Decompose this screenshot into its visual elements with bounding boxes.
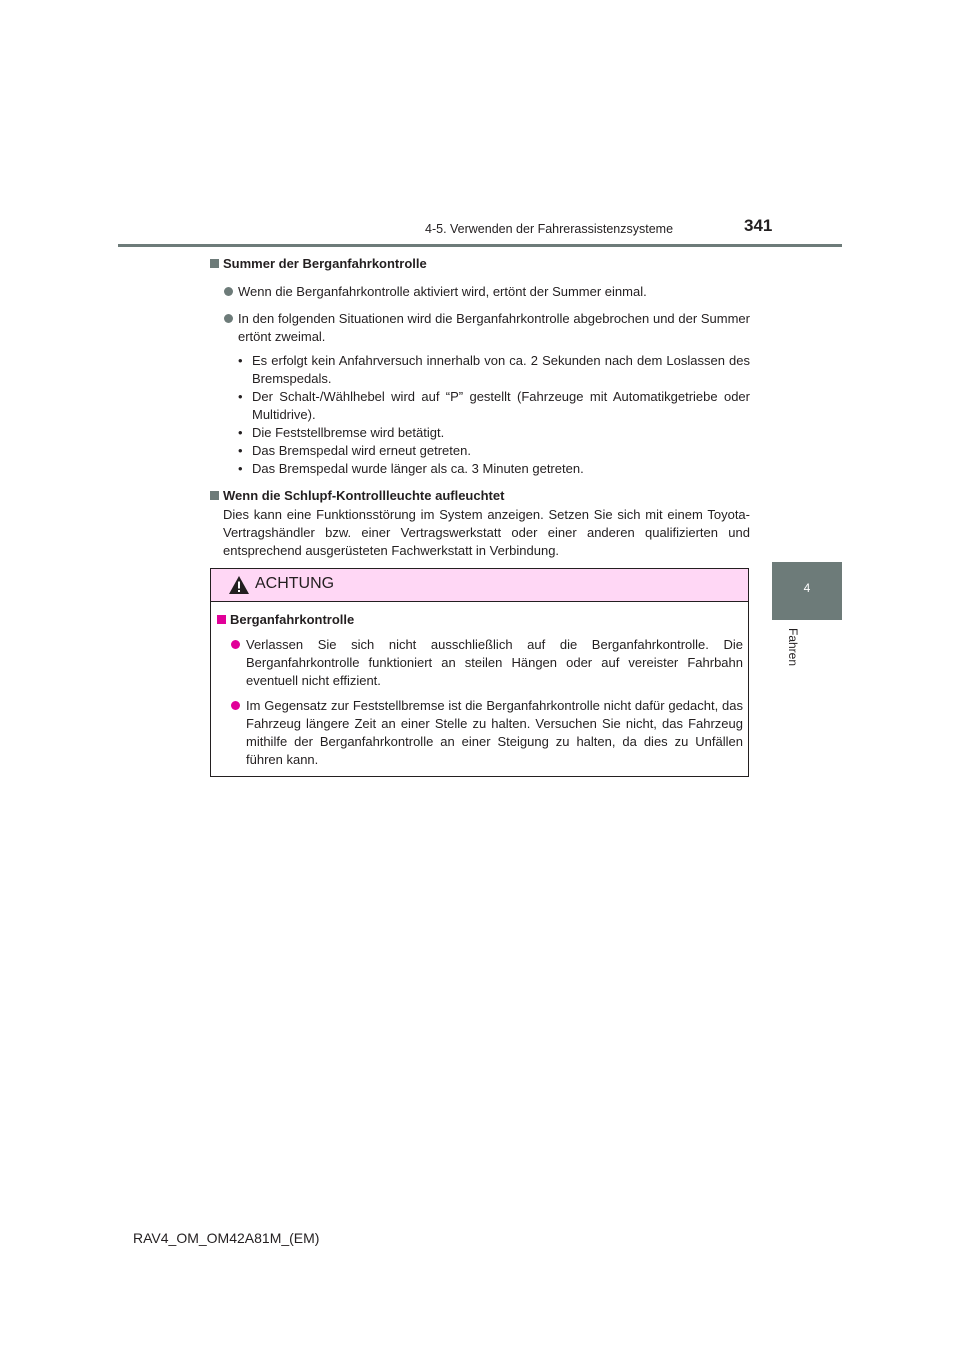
circle-bullet-icon [224,314,233,323]
sub-bullet-item: • Das Bremspedal wird erneut getreten. [238,443,471,458]
page-number: 341 [744,216,773,235]
section-heading-schlupf [210,487,750,505]
warning-header [211,569,748,602]
chapter-label: Fahren [786,628,800,667]
sub-bullet-item: • Es erfolgt kein Anfahrversuch innerhalb von ca. 2 Sekunden nach dem Loslassen des Bremspedals. [238,353,750,386]
circle-bullet-icon [231,640,240,649]
warning-heading-text: Berganfahrkontrolle [230,612,355,627]
warning-item-text: Verlassen Sie sich nicht ausschließlich auf die Berganfahrkontrolle. Die Berganfahrkontrolle funktioniert an steilen Hängen oder auf vereister Fahrbahn eventuell nicht effizient. [246,637,743,688]
sub-bullet-text: Das Bremspedal wurde länger als ca. 3 Minuten getreten. [252,461,584,476]
header-divider [118,244,842,247]
warning-box [210,568,749,777]
chapter-tab [772,562,842,620]
list-item [210,283,750,301]
sub-bullet-text: Das Bremspedal wird erneut getreten. [252,443,471,458]
sub-bullet-text: Der Schalt-/Wählhebel wird auf “P” gestellt (Fahrzeuge mit Automatikgetriebe oder Multidrive). [252,389,750,422]
sub-bullet-list [210,352,750,478]
square-bullet-icon [217,615,226,624]
warning-item-text: Im Gegensatz zur Feststellbremse ist die Berganfahrkontrolle nicht dafür gedacht, das Fahrzeug längere Zeit an einer Stelle zu halten. Versuchen Sie nicht, das Fahrzeug mithilfe der Berganfahrkontrolle an einer Steigung zu halten, da dies zu Unfällen führen kann. [246,698,743,767]
document-code: RAV4_OM_OM42A81M_(EM) [133,1230,320,1246]
section-heading-text: Wenn die Schlupf-Kontrollleuchte aufleuchtet [223,488,505,503]
sub-bullet-item: • Die Feststellbremse wird betätigt. [238,425,445,440]
square-bullet-icon [210,491,219,500]
circle-bullet-icon [224,287,233,296]
section-heading-summer [210,255,750,273]
list-item-text: Wenn die Berganfahrkontrolle aktiviert wird, ertönt der Summer einmal. [238,284,647,299]
circle-bullet-icon [231,701,240,710]
list-item-text: In den folgenden Situationen wird die Berganfahrkontrolle abgebrochen und der Summer ertönt zweimal. [238,311,750,344]
warning-title: ACHTUNG [255,575,335,592]
chapter-tab-number: 4 [803,581,811,595]
sub-bullet-text: Es erfolgt kein Anfahrversuch innerhalb von ca. 2 Sekunden nach dem Loslassen des Bremspedals. [252,353,750,386]
section-heading-text: Summer der Berganfahrkontrolle [223,256,427,271]
square-bullet-icon [210,259,219,268]
warning-item [217,697,743,769]
sub-bullet-item: • Der Schalt-/Wählhebel wird auf “P” gestellt (Fahrzeuge mit Automatikgetriebe oder Multidrive). [238,389,750,422]
list-item [210,310,750,346]
sub-bullet-text: Die Feststellbremse wird betätigt. [252,425,445,440]
warning-body [211,611,750,776]
warning-item [217,636,743,690]
main-content [210,255,750,560]
sub-bullet-item: • Das Bremspedal wurde länger als ca. 3 Minuten getreten. [238,461,584,476]
warning-triangle-icon [228,575,250,595]
running-header: 4-5. Verwenden der Fahrerassistenzsysteme [425,222,674,236]
section-paragraph: Dies kann eine Funktionsstörung im System anzeigen. Setzen Sie sich mit einem Toyota-Vertragshändler bzw. einer Vertragswerkstatt oder einer anderen qualifizierten und entsprechend ausgerüsteten Fachwerkstatt in Verbindung. [223,507,750,558]
warning-heading [217,611,743,629]
